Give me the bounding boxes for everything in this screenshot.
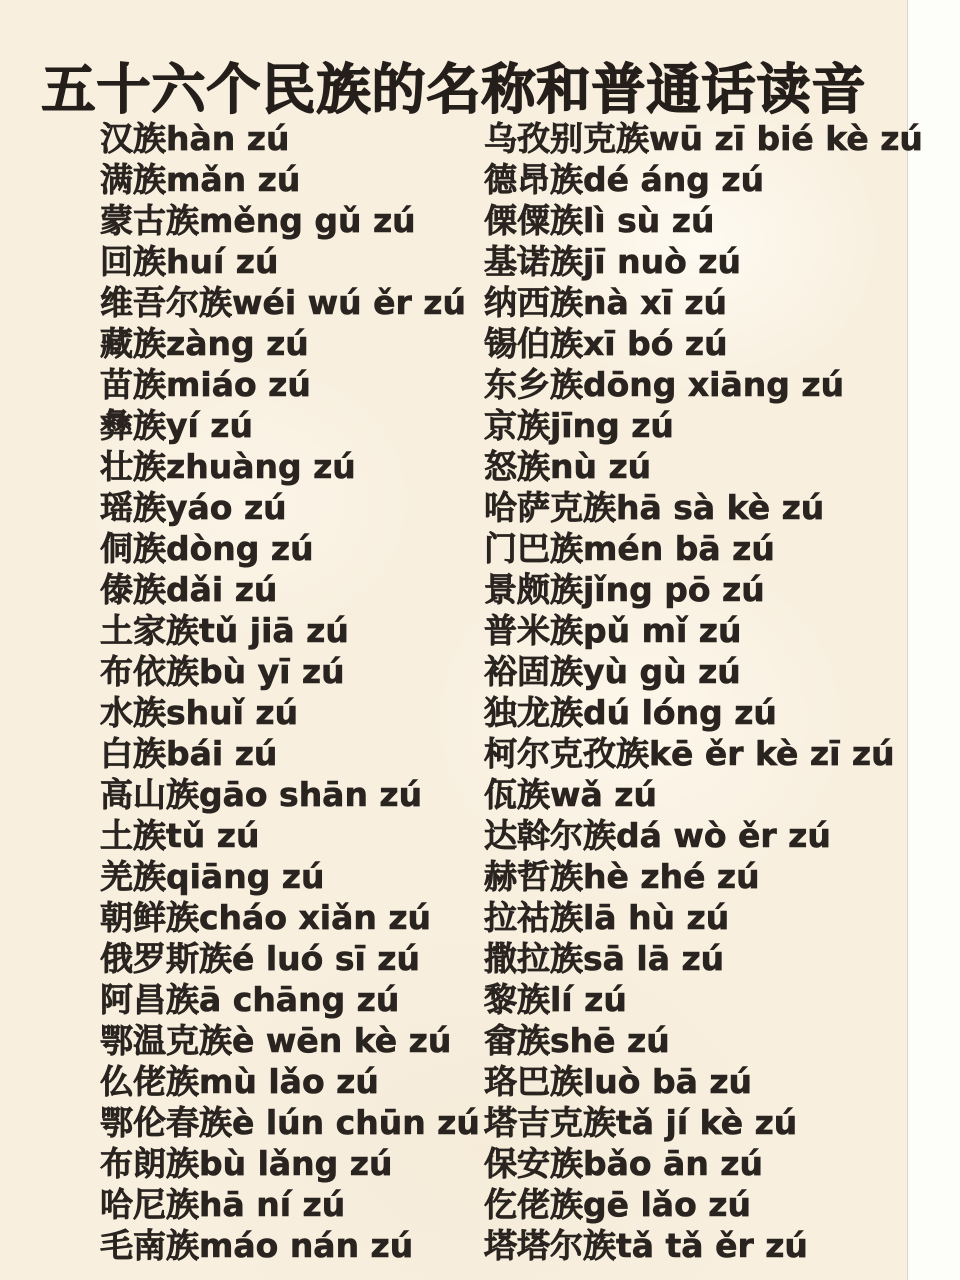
- ethnic-group-row: [484, 1143, 923, 1184]
- pinyin-text: zhuàng zú: [166, 447, 356, 486]
- ethnic-group-row: [100, 569, 480, 610]
- pinyin-text: tǔ jiā zú: [199, 611, 349, 650]
- ethnic-name: 京族: [484, 406, 550, 445]
- ethnic-group-row: [100, 528, 480, 569]
- ethnic-name: 保安族: [484, 1144, 583, 1183]
- pinyin-text: hā ní zú: [199, 1185, 346, 1224]
- pinyin-text: jǐng pō zú: [583, 570, 765, 609]
- ethnic-group-row: [484, 733, 923, 774]
- ethnic-name: 裕固族: [484, 652, 583, 691]
- left-column: [100, 118, 480, 1266]
- pinyin-text: shuǐ zú: [166, 693, 299, 732]
- ethnic-name: 维吾尔族: [100, 283, 232, 322]
- pinyin-text: lā hù zú: [583, 898, 730, 937]
- ethnic-group-row: [484, 159, 923, 200]
- pinyin-text: dé áng zú: [583, 160, 765, 199]
- ethnic-group-row: [100, 446, 480, 487]
- pinyin-text: è lún chūn zú: [232, 1103, 480, 1142]
- ethnic-group-row: [100, 1143, 480, 1184]
- pinyin-text: tǔ zú: [166, 816, 260, 855]
- ethnic-group-row: [484, 446, 923, 487]
- ethnic-group-row: [484, 979, 923, 1020]
- ethnic-name: 哈尼族: [100, 1185, 199, 1224]
- pinyin-text: miáo zú: [166, 365, 311, 404]
- ethnic-group-row: [100, 1184, 480, 1225]
- ethnic-group-row: [484, 815, 923, 856]
- ethnic-name: 傣族: [100, 570, 166, 609]
- ethnic-name: 独龙族: [484, 693, 583, 732]
- pinyin-text: hè zhé zú: [583, 857, 760, 896]
- ethnic-group-row: [100, 118, 480, 159]
- ethnic-group-row: [484, 241, 923, 282]
- ethnic-group-row: [100, 487, 480, 528]
- ethnic-name: 乌孜别克族: [484, 119, 649, 158]
- pinyin-text: mén bā zú: [583, 529, 775, 568]
- ethnic-group-row: [100, 200, 480, 241]
- ethnic-group-row: [484, 118, 923, 159]
- pinyin-text: dú lóng zú: [583, 693, 777, 732]
- pinyin-text: pǔ mǐ zú: [583, 611, 742, 650]
- ethnic-group-row: [484, 282, 923, 323]
- ethnic-name: 锡伯族: [484, 324, 583, 363]
- ethnic-name: 佤族: [484, 775, 550, 814]
- pinyin-text: tǎ jí kè zú: [616, 1103, 798, 1142]
- ethnic-name: 哈萨克族: [484, 488, 616, 527]
- pinyin-text: bù yī zú: [199, 652, 345, 691]
- pinyin-text: bù lǎng zú: [199, 1144, 393, 1183]
- ethnic-name: 拉祜族: [484, 898, 583, 937]
- ethnic-group-row: [100, 897, 480, 938]
- ethnic-group-row: [484, 200, 923, 241]
- ethnic-group-row: [484, 1225, 923, 1266]
- ethnic-name: 土家族: [100, 611, 199, 650]
- ethnic-group-row: [484, 487, 923, 528]
- ethnic-group-row: [484, 1020, 923, 1061]
- ethnic-group-row: [100, 1061, 480, 1102]
- pinyin-text: nà xī zú: [583, 283, 728, 322]
- ethnic-group-row: [484, 610, 923, 651]
- pinyin-text: yáo zú: [166, 488, 287, 527]
- ethnic-group-row: [484, 1061, 923, 1102]
- ethnic-group-row: [100, 323, 480, 364]
- ethnic-group-row: [100, 282, 480, 323]
- pinyin-text: hā sà kè zú: [616, 488, 825, 527]
- ethnic-group-row: [100, 1102, 480, 1143]
- ethnic-name: 汉族: [100, 119, 166, 158]
- ethnic-name: 塔塔尔族: [484, 1226, 616, 1265]
- ethnic-name: 柯尔克孜族: [484, 734, 649, 773]
- pinyin-text: è wēn kè zú: [232, 1021, 452, 1060]
- ethnic-name: 高山族: [100, 775, 199, 814]
- ethnic-group-row: [100, 241, 480, 282]
- ethnic-group-row: [484, 692, 923, 733]
- ethnic-group-row: [484, 528, 923, 569]
- pinyin-text: yí zú: [166, 406, 254, 445]
- pinyin-text: é luó sī zú: [232, 939, 420, 978]
- pinyin-text: wū zī bié kè zú: [649, 119, 923, 158]
- ethnic-group-row: [100, 733, 480, 774]
- pinyin-text: yù gù zú: [583, 652, 741, 691]
- ethnic-name: 仫佬族: [100, 1062, 199, 1101]
- pinyin-text: luò bā zú: [583, 1062, 753, 1101]
- pinyin-text: bái zú: [166, 734, 278, 773]
- ethnic-group-row: [484, 856, 923, 897]
- pinyin-text: huí zú: [166, 242, 279, 281]
- ethnic-group-row: [100, 651, 480, 692]
- pinyin-text: dòng zú: [166, 529, 314, 568]
- ethnic-group-row: [100, 159, 480, 200]
- ethnic-name: 土族: [100, 816, 166, 855]
- pinyin-text: tǎ tǎ ěr zú: [616, 1226, 808, 1265]
- ethnic-group-row: [100, 364, 480, 405]
- ethnic-name: 满族: [100, 160, 166, 199]
- ethnic-name: 回族: [100, 242, 166, 281]
- ethnic-name: 毛南族: [100, 1226, 199, 1265]
- pinyin-text: shē zú: [550, 1021, 670, 1060]
- ethnic-group-row: [100, 979, 480, 1020]
- ethnic-name: 鄂伦春族: [100, 1103, 232, 1142]
- ethnic-name: 珞巴族: [484, 1062, 583, 1101]
- pinyin-text: kē ěr kè zī zú: [649, 734, 895, 773]
- ethnic-name: 侗族: [100, 529, 166, 568]
- ethnic-group-row: [484, 651, 923, 692]
- ethnic-name: 苗族: [100, 365, 166, 404]
- ethnic-name: 黎族: [484, 980, 550, 1019]
- ethnic-name: 撒拉族: [484, 939, 583, 978]
- pinyin-text: wǎ zú: [550, 775, 657, 814]
- ethnic-group-row: [484, 1184, 923, 1225]
- ethnic-name: 布依族: [100, 652, 199, 691]
- ethnic-group-row: [100, 610, 480, 651]
- ethnic-name: 德昂族: [484, 160, 583, 199]
- ethnic-name: 蒙古族: [100, 201, 199, 240]
- ethnic-name: 藏族: [100, 324, 166, 363]
- ethnic-name: 瑶族: [100, 488, 166, 527]
- pinyin-text: jīng zú: [550, 406, 674, 445]
- pinyin-text: lí zú: [550, 980, 627, 1019]
- ethnic-name: 壮族: [100, 447, 166, 486]
- ethnic-group-row: [100, 774, 480, 815]
- ethnic-name: 鄂温克族: [100, 1021, 232, 1060]
- ethnic-name: 水族: [100, 693, 166, 732]
- ethnic-group-row: [484, 897, 923, 938]
- ethnic-name: 畲族: [484, 1021, 550, 1060]
- ethnic-name: 塔吉克族: [484, 1103, 616, 1142]
- pinyin-text: gāo shān zú: [199, 775, 423, 814]
- pinyin-text: qiāng zú: [166, 857, 325, 896]
- pinyin-text: dōng xiāng zú: [583, 365, 845, 404]
- ethnic-group-row: [484, 569, 923, 610]
- page-title: 五十六个民族的名称和普通话读音: [41, 58, 867, 122]
- ethnic-name: 彝族: [100, 406, 166, 445]
- ethnic-name: 赫哲族: [484, 857, 583, 896]
- pinyin-text: ā chāng zú: [199, 980, 400, 1019]
- ethnic-group-row: [100, 938, 480, 979]
- pinyin-text: hàn zú: [166, 119, 290, 158]
- pinyin-text: wéi wú ěr zú: [232, 283, 466, 322]
- ethnic-name: 朝鲜族: [100, 898, 199, 937]
- ethnic-group-row: [100, 692, 480, 733]
- ethnic-name: 白族: [100, 734, 166, 773]
- ethnic-group-row: [484, 405, 923, 446]
- ethnic-name: 普米族: [484, 611, 583, 650]
- ethnic-name: 景颇族: [484, 570, 583, 609]
- pinyin-text: jī nuò zú: [583, 242, 741, 281]
- pinyin-text: zàng zú: [166, 324, 309, 363]
- ethnic-name: 门巴族: [484, 529, 583, 568]
- ethnic-name: 纳西族: [484, 283, 583, 322]
- ethnic-group-row: [100, 1225, 480, 1266]
- pinyin-text: měng gǔ zú: [199, 201, 416, 240]
- ethnic-group-row: [100, 856, 480, 897]
- ethnic-group-row: [484, 938, 923, 979]
- pinyin-text: mù lǎo zú: [199, 1062, 379, 1101]
- ethnic-name: 羌族: [100, 857, 166, 896]
- ethnic-name: 俄罗斯族: [100, 939, 232, 978]
- ethnic-group-row: [484, 323, 923, 364]
- ethnic-name: 傈僳族: [484, 201, 583, 240]
- ethnic-name: 仡佬族: [484, 1185, 583, 1224]
- pinyin-text: gē lǎo zú: [583, 1185, 751, 1224]
- pinyin-text: xī bó zú: [583, 324, 728, 363]
- ethnic-name: 怒族: [484, 447, 550, 486]
- pinyin-text: máo nán zú: [199, 1226, 414, 1265]
- ethnic-name: 阿昌族: [100, 980, 199, 1019]
- pinyin-text: bǎo ān zú: [583, 1144, 764, 1183]
- pinyin-text: cháo xiǎn zú: [199, 898, 432, 937]
- right-column: [484, 118, 923, 1266]
- ethnic-name: 东乡族: [484, 365, 583, 404]
- ethnic-group-row: [484, 364, 923, 405]
- ethnic-group-row: [484, 774, 923, 815]
- ethnic-group-row: [100, 405, 480, 446]
- ethnic-name: 达斡尔族: [484, 816, 616, 855]
- ethnic-name: 基诺族: [484, 242, 583, 281]
- pinyin-text: dǎi zú: [166, 570, 278, 609]
- pinyin-text: dá wò ěr zú: [616, 816, 831, 855]
- pinyin-text: lì sù zú: [583, 201, 715, 240]
- ethnic-name: 布朗族: [100, 1144, 199, 1183]
- pinyin-text: mǎn zú: [166, 160, 301, 199]
- pinyin-text: sā lā zú: [583, 939, 725, 978]
- ethnic-group-row: [100, 1020, 480, 1061]
- ethnic-group-row: [100, 815, 480, 856]
- pinyin-text: nù zú: [550, 447, 652, 486]
- ethnic-group-row: [484, 1102, 923, 1143]
